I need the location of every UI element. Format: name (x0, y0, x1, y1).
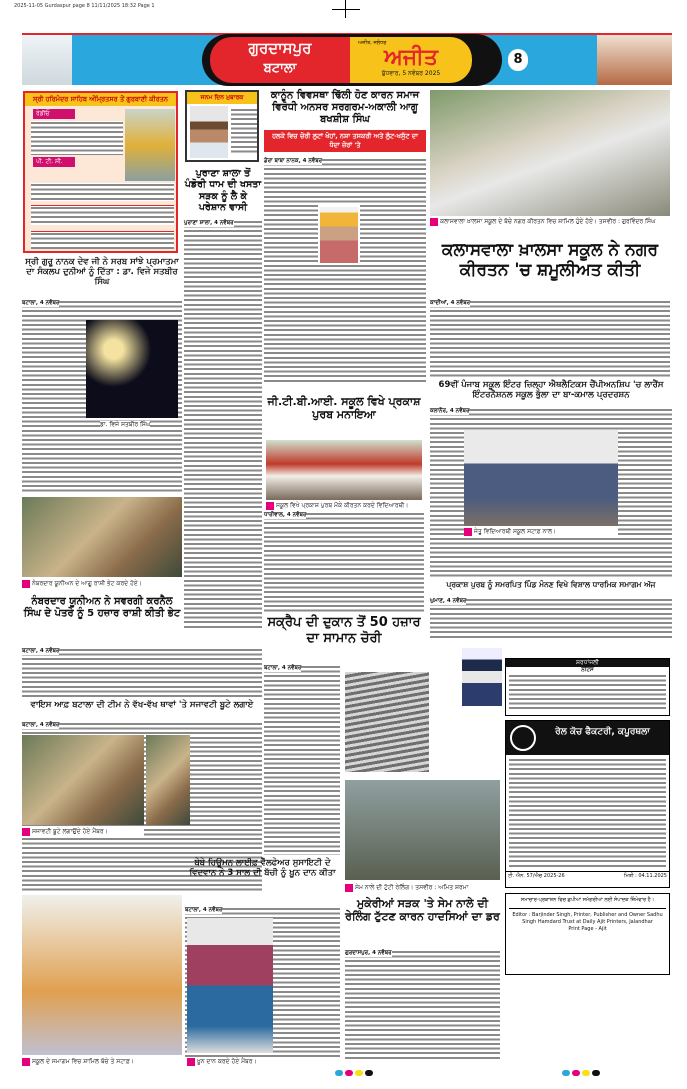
birthday-title: ਜਨਮ ਦਿਨ ਮੁਬਾਰਕ (187, 92, 257, 104)
headline-kalaswala: ਕਲਾਸਵਾਲਾ ਖ਼ਾਲਸਾ ਸਕੂਲ ਨੇ ਨਗਰ ਕੀਰਤਨ 'ਚ ਸ਼ਮੂਲੀਅਤ ਕੀਤੀ (441, 240, 659, 281)
dateline: ਗੁਰਦਾਸਪੁਰ, 4 ਨਵੰਬਰ (345, 950, 392, 956)
imprint-line1: ਸਮਾਚਾਰ-ਪ੍ਰਕਾਸ਼ਨ ਵਿਚ ਛਪੀਆਂ ਸਮੱਗਰੀਆਂ ਲਈ ਸੰਪਾਦਕ ਜ਼ਿੰਮੇਵਾਰ ਹੈ। (520, 897, 655, 903)
registration-marks (562, 1070, 600, 1076)
dateline: ਪੁਰਾਣਾ ਸ਼ਾਲਾ, 4 ਨਵੰਬਰ (184, 220, 234, 226)
ad-title: ਰੇਲ ਕੋਚ ਫੈਕਟਰੀ, ਕਪੂਰਥਲਾ (555, 727, 650, 737)
registration-marks (335, 1070, 373, 1076)
photo-caption: ਸੇਮ ਨਾਲੇ ਦੀ ਟੁੱਟੀ ਰੇਲਿੰਗ। ਤਸਵੀਰ : ਅਮਿਤ ਸ਼ਰਮਾ (345, 884, 500, 892)
dateline: ਧਾਰੀਵਾਲ, 4 ਨਵੰਬਰ (264, 512, 307, 518)
akali-leader-photo (318, 205, 360, 265)
notice-box (505, 658, 670, 716)
photo-caption: ਜੇਤੂ ਵਿਦਿਆਰਥੀ ਸਕੂਲ ਸਟਾਫ਼ ਨਾਲ। (464, 528, 618, 536)
photo-caption: ਨੰਬਰਦਾਰ ਯੂਨੀਅਨ ਦੇ ਆਗੂ ਰਾਸ਼ੀ ਭੇਟ ਕਰਦੇ ਹੋਏ। (22, 580, 182, 588)
headline-blood-donation: ਬੇਬੇ ਹਿਊਮਨ ਲਾਈਫ਼ ਵੈੱਲਫੇਅਰ ਸੁਸਾਇਟੀ ਦੇ ਵਿਦਵਾਨ ਨੇ 3 ਸਾਲ ਦੀ ਬੱਚੀ ਨੂੰ ਖ਼ੂਨ ਦਾਨ ਕੀਤਾ (189, 858, 336, 879)
notice-subtitle: ਨੋਟਿਸ (581, 667, 594, 673)
headline-scrap-theft: ਸਕ੍ਰੈਪ ਦੀ ਦੁਕਾਨ ਤੋਂ 50 ਹਜ਼ਾਰ ਦਾ ਸਾਮਾਨ ਚੋਰੀ (267, 615, 421, 646)
masthead (22, 33, 672, 85)
rcf-ad (505, 720, 670, 888)
tender-ref: ਟੀ. ਐਨ. 57/ਐਚ 2025-26 (508, 873, 565, 879)
page-number: 8 (508, 49, 528, 71)
dateline: ਡੇਰਾ ਬਾਬਾ ਨਾਨਕ, 4 ਨਵੰਬਰ (264, 158, 323, 164)
photo-caption: ਸਕੂਲ ਵਿਖੇ ਪ੍ਰਕਾਸ਼ ਪੁਰਬ ਮੌਕੇ ਕੀਰਤਨ ਕਰਦੇ ਵਿਦਿਆਰਥੀ। (266, 502, 422, 510)
imprint-line2: Editor : Barjinder Singh, Printer, Publisher and Owner Sadhu Singh Hamdard Trust at Daily Ajit Printers, Jalandhar (509, 908, 666, 926)
birthday-box (185, 90, 259, 162)
drain-railing-photo (345, 780, 500, 880)
crop-mark (332, 9, 360, 10)
dateline: ਬਟਾਲਾ, 4 ਨਵੰਬਰ (22, 722, 60, 728)
notice-header: ਸ਼ਰਧਾਂਜਲੀ (506, 659, 669, 667)
child-photo (190, 106, 228, 158)
region-gurdaspur: ਗੁਰਦਾਸਪੁਰ (248, 39, 312, 57)
dateline: ਘੁਮਾਣ, 4 ਨਵੰਬਰ (430, 598, 467, 604)
headline-gtbi: ਜੀ.ਟੀ.ਬੀ.ਆਈ. ਸਕੂਲ ਵਿਖੇ ਪ੍ਰਕਾਸ਼ ਪੁਰਬ ਮਨਾਇਆ (267, 395, 421, 422)
photo-caption: ਡਾ. ਵਿਜੇ ਸਤਬੀਰ ਸਿੰਘ (100, 421, 151, 428)
planting-photo-1 (22, 735, 144, 825)
headline-mukerian: ਮੁਕੇਰੀਆਂ ਸੜਕ 'ਤੇ ਸੇਮ ਨਾਲੇ ਦੀ ਰੇਲਿੰਗ ਟੁੱਟਣ ਕਾਰਨ ਹਾਦਸਿਆਂ ਦਾ ਡਰ (345, 897, 500, 924)
speaker-photo (86, 320, 178, 418)
dateline: ਕਲਾਨੌਰ, 4 ਨਵੰਬਰ (430, 408, 470, 414)
headline-pandori: ਪੁਰਾਣਾ ਸ਼ਾਲਾ ਤੋਂ ਪੰਡੋਰੀ ਧਾਮ ਦੀ ਖਸਤਾ ਸੜਕ ਨੂੰ ਲੈ ਕੇ ਪਰੇਸ਼ਾਨ ਵਾਸੀ (184, 168, 262, 214)
dateline: ਬਟਾਲਾ, 4 ਨਵੰਬਰ (22, 648, 60, 654)
ptc-label: ਪੀ. ਟੀ. ਸੀ. (33, 157, 75, 167)
nagar-kirtan-photo (430, 90, 670, 216)
obituary-photo (462, 648, 502, 706)
blood-donation-photo (187, 918, 273, 1053)
tender-date: ਮਿਤੀ : 04.11.2025 (623, 873, 667, 879)
region-batala: ਬਟਾਲਾ (263, 61, 297, 76)
headline-athletics: 69ਵੀਂ ਪੰਜਾਬ ਸਕੂਲ ਇੰਟਰ ਜ਼ਿਲ੍ਹਾ ਐਥਲੈਟਿਕਸ ਚੈਂਪੀਅਨਸ਼ਿਪ 'ਚ ਲਾਰੈਂਸ ਇੰਟਰਨੈਸ਼ਨਲ ਸਕੂਲ ਭੁੱਲਾ ਦਾ ਬਾ-ਕਮਾਲ ਪ੍ਰਦਰਸ਼ਨ (438, 380, 664, 401)
radio-label: ਰੇਡੀਓ (33, 109, 75, 119)
planting-photo-2 (146, 735, 190, 825)
headline-guru-nanak: ਸ੍ਰੀ ਗੁਰੂ ਨਾਨਕ ਦੇਵ ਜੀ ਨੇ ਸਰਬ ਸਾਂਝੇ ਪ੍ਰਮਾਤਮਾ ਦਾ ਸੰਕਲਪ ਦੁਨੀਆਂ ਨੂੰ ਦਿੱਤਾ : ਡਾ. ਵਿਜੇ ਸਤਬੀਰ ਸਿੰਘ (25, 257, 179, 288)
imprint-line3: Print Page - Ajit (568, 926, 607, 932)
brand-logo: ਅਜੀਤ (384, 45, 438, 70)
kirtan-schedule-box (23, 91, 178, 253)
photo-caption: ਸਕੂਲ ਦੇ ਸਮਾਗਮ ਵਿਚ ਸ਼ਾਮਿਲ ਬੱਚੇ ਤੇ ਸਟਾਫ਼। (22, 1058, 182, 1066)
headline-nambardar: ਨੰਬਰਦਾਰ ਯੂਨੀਅਨ ਨੇ ਸਵਰਗੀ ਕਰਨੈਲ ਸਿੰਘ ਦੇ ਪੋਤਰੇ ਨੂੰ 5 ਹਜ਼ਾਰ ਰਾਸ਼ੀ ਕੀਤੀ ਭੇਟ (23, 596, 181, 619)
athletes-photo (464, 430, 618, 526)
school-event-photo (22, 895, 182, 1055)
heritage-building-image (597, 35, 672, 85)
imprint-box (505, 893, 670, 975)
dateline: ਬਟਾਲਾ, 4 ਨਵੰਬਰ (22, 300, 60, 306)
photo-caption: ਕਲਾਸਵਾਲਾ ਖ਼ਾਲਸਾ ਸਕੂਲ ਦੇ ਬੱਚੇ ਨਗਰ ਕੀਰਤਨ ਵਿਚ ਸ਼ਾਮਿਲ ਹੁੰਦੇ ਹੋਏ। ਤਸਵੀਰ : ਗੁਰਵਿੰਦਰ ਸਿੰਘ (430, 218, 670, 226)
temple-image (22, 35, 72, 85)
issue-date: ਬੁੱਧਵਾਰ, 5 ਨਵੰਬਰ 2025 (381, 70, 441, 77)
edition-label: ਅਜੀਤ, ਜਲੰਧਰ (358, 40, 387, 46)
golden-temple-photo (125, 109, 175, 181)
nambardar-photo (22, 497, 182, 577)
headline-law-order: ਕਾਨੂੰਨ ਵਿਵਸਥਾ ਢਿੱਲੀ ਹੋਣ ਕਾਰਨ ਸਮਾਜ ਵਿਰੋਧੀ ਅਨਸਰ ਸਰਗਰਮ-ਅਕਾਲੀ ਆਗੂ ਬਖਸ਼ੀਸ਼ ਸਿੰਘ (270, 90, 420, 125)
shutter-photo (345, 672, 429, 772)
rcf-logo-icon (510, 725, 536, 751)
dateline: ਬਟਾਲਾ, 4 ਨਵੰਬਰ (264, 665, 302, 671)
headline-voice-of-batala: ਵਾਇਸ ਆਫ਼ ਬਟਾਲਾ ਦੀ ਟੀਮ ਨੇ ਵੱਖ-ਵੱਖ ਥਾਵਾਂ 'ਤੇ ਸਜਾਵਟੀ ਬੂਟੇ ਲਗਾਏ (30, 700, 254, 710)
headline-samagam: ਪ੍ਰਕਾਸ਼ ਪੁਰਬ ਨੂੰ ਸਮਰਪਿਤ ਪਿੰਡ ਮੰਨਣ ਵਿਖੇ ਵਿਸ਼ਾਲ ਧਾਰਮਿਕ ਸਮਾਗਮ ਅੱਜ (446, 580, 656, 589)
photo-caption: ਸਜਾਵਟੀ ਬੂਟੇ ਲਗਾਉਂਦੇ ਹੋਏ ਮੈਂਬਰ। (22, 828, 144, 836)
print-slug: 2025-11-05 Gurdaspur page 8 11/11/2025 18:32 Page 1 (14, 3, 155, 9)
dateline: ਕਾਦੀਆਂ, 4 ਨਵੰਬਰ (430, 300, 471, 306)
school-kirtan-photo (266, 440, 422, 500)
logo-pill (202, 34, 502, 86)
photo-caption: ਖ਼ੂਨ ਦਾਨ ਕਰਦੇ ਹੋਏ ਮੈਂਬਰ। (187, 1058, 337, 1066)
dateline: ਬਟਾਲਾ, 4 ਨਵੰਬਰ (185, 907, 223, 913)
red-banner: ਹਲਕੇ ਵਿਚ ਚੋਰੀ ਲੁਟਾਂ ਖੋਹਾਂ, ਨਸ਼ਾ ਤਸਕਰੀ ਅਤੇ ਲੁੱਟ-ਖਸੁੱਟ ਦਾ ਧੰਦਾ ਜ਼ੋਰਾਂ 'ਤੇ (264, 130, 426, 152)
kirtan-title: ਸ੍ਰੀ ਹਰਿਮੰਦਰ ਸਾਹਿਬ ਅੰਮ੍ਰਿਤਸਰ ਤੋਂ ਗੁਰਬਾਣੀ ਕੀਰਤਨ (25, 93, 176, 106)
